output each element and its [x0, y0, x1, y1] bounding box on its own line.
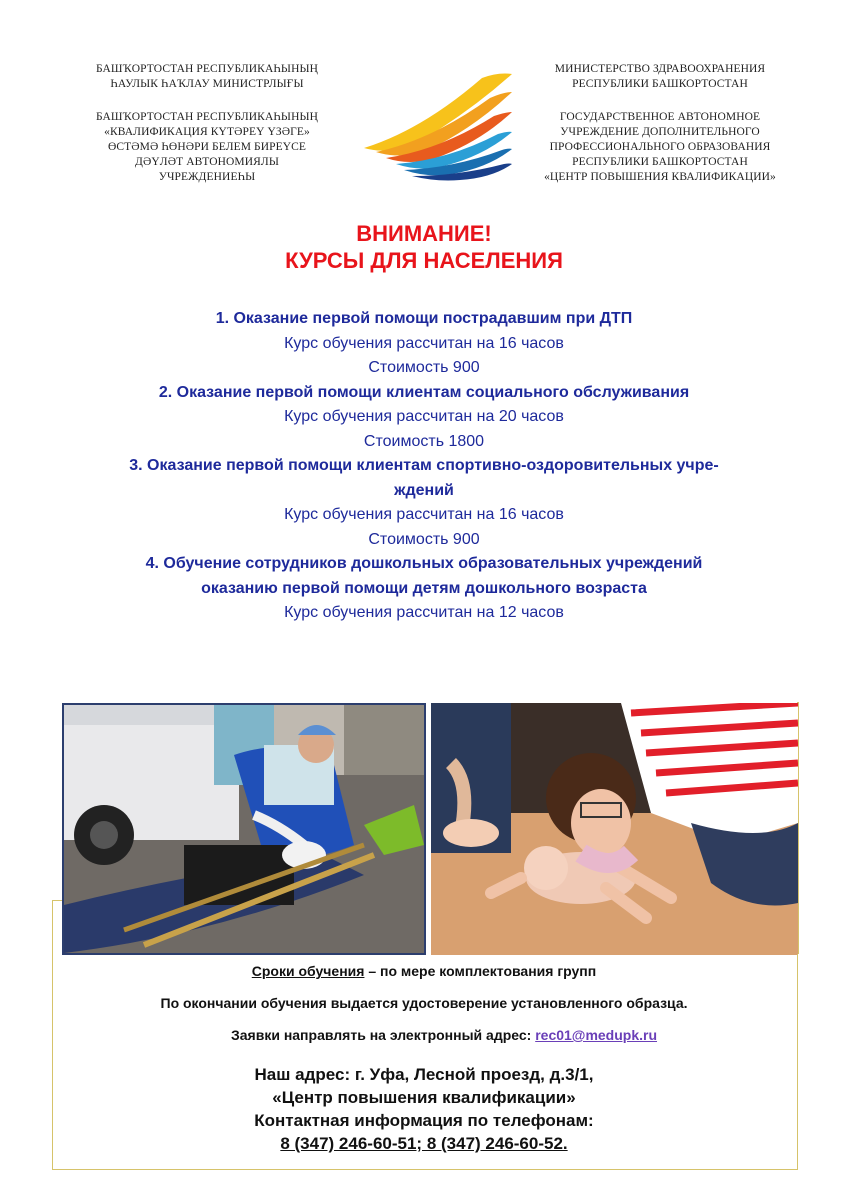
header-right-line: ГОСУДАРСТВЕННОЕ АВТОНОМНОЕ — [559, 111, 761, 123]
photo-infant-cpr-training — [431, 703, 798, 955]
email-link[interactable]: rec01@medupk.ru — [535, 1027, 658, 1043]
header-right-line: РЕСПУБЛИКИ БАШКОРТОСТАН — [572, 156, 748, 168]
course-item — [40, 381, 808, 455]
attention-heading — [0, 220, 848, 274]
application-line — [0, 1027, 848, 1043]
course-title: 1. Оказание первой помощи пострадавшим при ДТП — [215, 310, 633, 327]
contact-address — [0, 1063, 848, 1155]
header-right-line: МИНИСТЕРСТВО ЗДРАВООХРАНЕНИЯ — [554, 63, 766, 75]
course-price: Стоимость 900 — [368, 530, 480, 548]
course-hours: Курс обучения рассчитан на 20 часов — [284, 408, 564, 425]
course-title: 3. Оказание первой помощи клиентам спортивно-оздоровительных учре- — [129, 457, 719, 474]
header-left-line: ӨСТӘМӘ ҺӨНӘРИ БЕЛЕМ БИРЕҮСЕ — [107, 141, 307, 153]
header-left-line: ҺАУЛЫК ҺАҠЛАУ МИНИСТРЛЫҒЫ — [110, 78, 304, 90]
course-title: 2. Оказание первой помощи клиентам социального обслуживания — [158, 383, 690, 401]
attention-subtitle: КУРСЫ ДЛЯ НАСЕЛЕНИЯ — [285, 248, 563, 273]
header-left-line: ДӘҮЛӘТ АВТОНОМИЯЛЫ — [135, 156, 279, 168]
course-item — [40, 552, 808, 626]
phone-numbers: 8 (347) 246-60-51; 8 (347) 246-60-52. — [280, 1134, 568, 1153]
header-right-line: ПРОФЕССИОНАЛЬНОГО ОБРАЗОВАНИЯ — [549, 141, 771, 153]
application-text: Заявки направлять на электронный адрес: — [230, 1027, 536, 1043]
header-right-line: РЕСПУБЛИКИ БАШКОРТОСТАН — [572, 78, 748, 90]
course-price: Стоимость 1800 — [363, 432, 485, 450]
course-hours: Курс обучения рассчитан на 16 часов — [284, 506, 564, 523]
header-left-line: УЧРЕЖДЕНИЕҺЫ — [158, 171, 256, 183]
course-hours: Курс обучения рассчитан на 12 часов — [284, 604, 564, 621]
contacts-label: Контактная информация по телефонам: — [254, 1111, 594, 1130]
header-right-line: УЧРЕЖДЕНИЕ ДОПОЛНИТЕЛЬНОГО — [560, 126, 760, 138]
organization-logo — [362, 70, 514, 182]
header-left-line: БАШҠОРТОСТАН РЕСПУБЛИКАҺЫНЫҢ — [95, 111, 319, 123]
course-list — [40, 307, 808, 626]
training-terms-label: Сроки обучения — [251, 963, 365, 979]
header-left-line: «КВАЛИФИКАЦИЯ КҮТӘРЕҮ ҮЗӘГЕ» — [104, 126, 310, 138]
course-title-continued: оказанию первой помощи детям дошкольного возраста — [201, 579, 647, 597]
course-title: 4. Обучение сотрудников дошкольных образовательных учреждений — [145, 555, 703, 572]
course-price: Стоимость 900 — [368, 359, 480, 376]
center-name: «Центр повышения квалификации» — [272, 1088, 576, 1107]
course-title-continued: ждений — [394, 481, 454, 499]
header-left-text — [72, 62, 342, 185]
course-item — [40, 307, 808, 381]
address-line: Наш адрес: г. Уфа, Лесной проезд, д.3/1, — [254, 1065, 594, 1084]
training-terms-text: – по мере комплектования групп — [364, 963, 597, 979]
header-right-text — [520, 62, 800, 185]
photo-road-accident-first-aid — [62, 703, 426, 955]
attention-title: ВНИМАНИЕ! — [356, 221, 492, 246]
course-hours: Курс обучения рассчитан на 16 часов — [284, 334, 564, 352]
course-item — [40, 454, 808, 552]
info-frame-edge — [52, 900, 62, 954]
header-right-line: «ЦЕНТР ПОВЫШЕНИЯ КВАЛИФИКАЦИИ» — [544, 171, 776, 183]
header-left-line: БАШҠОРТОСТАН РЕСПУБЛИКАҺЫНЫҢ — [95, 63, 319, 75]
training-terms — [0, 963, 848, 979]
certificate-note: По окончании обучения выдается удостоверение установленного образца. — [160, 995, 688, 1011]
